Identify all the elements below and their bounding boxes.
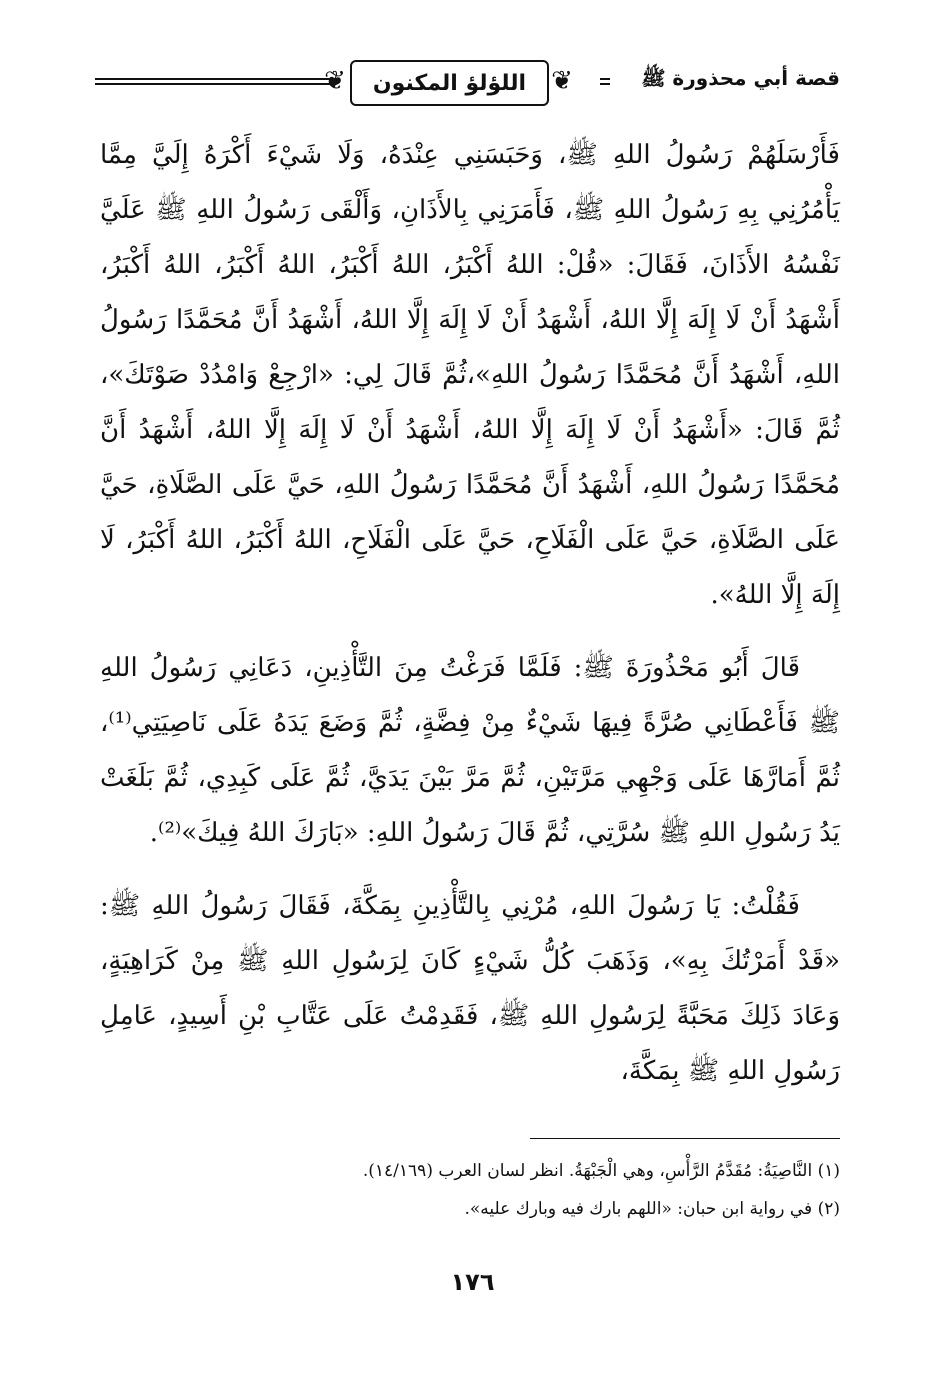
chapter-title: قصة أبي محذورة ﷺ [641, 66, 840, 90]
footnotes [100, 1152, 840, 1228]
book-title: اللؤلؤ المكنون [350, 60, 549, 106]
ornament-right-icon: ❦ [551, 66, 573, 96]
footnote-divider [530, 1138, 840, 1139]
page-number: ١٧٦ [450, 1268, 495, 1296]
footnote: (١) النَّاصِيَةُ: مُقَدَّمُ الرَّأْسِ، وهي الْجَبْهَةُ. انظر لسان العرب (١٤/١٦٩). [362, 1161, 840, 1181]
paragraph: فَقُلْتُ: يَا رَسُولَ اللهِ، مُرْنِي بِالتَّأْذِينِ بِمَكَّةَ، فَقَالَ رَسُولُ اللهِ ﷺ: «قَدْ أَمَرْتُكَ بِهِ»، وَذَهَبَ كُلُّ شَيْءٍ كَانَ لِرَسُولِ اللهِ ﷺ مِنْ كَرَاهِيَةٍ، وَعَادَ ذَلِكَ مَحَبَّةً لِرَسُولِ اللهِ ﷺ، فَقَدِمْتُ عَلَى عَتَّابِ بْنِ أَسِيدٍ، عَامِلِ رَسُولِ اللهِ ﷺ بِمَكَّةَ، [100, 891, 840, 1086]
paragraph: فَأَرْسَلَهُمْ رَسُولُ اللهِ ﷺ، وَحَبَسَنِي عِنْدَهُ، وَلَا شَيْءَ أَكْرَهُ إِلَيَّ مِمَّا يَأْمُرُنِي بِهِ رَسُولُ اللهِ ﷺ، فَأَمَرَنِي بِالأَذَانِ، وَأَلْقَى رَسُولُ اللهِ ﷺ عَلَيَّ نَفْسُهُ الأَذَانَ، فَقَالَ: «قُلْ: اللهُ أَكْبَرُ، اللهُ أَكْبَرُ، اللهُ أَكْبَرُ، اللهُ أَكْبَرُ، أَشْهَدُ أَنْ لَا إِلَهَ إِلَّا اللهُ، أَشْهَدُ أَنْ لَا إِلَهَ إِلَّا اللهُ، أَشْهَدُ أَنَّ مُحَمَّدًا رَسُولُ اللهِ، أَشْهَدُ أَنَّ مُحَمَّدًا رَسُولُ اللهِ»،ثُمَّ قَالَ لِي: «ارْجِعْ وَامْدُدْ صَوْتَكَ»، ثُمَّ قَالَ: «أَشْهَدُ أَنْ لَا إِلَهَ إِلَّا اللهُ، أَشْهَدُ أَنْ لَا إِلَهَ إِلَّا اللهُ، أَشْهَدُ أَنَّ مُحَمَّدًا رَسُولُ اللهِ، أَشْهَدُ أَنَّ مُحَمَّدًا رَسُولُ اللهِ، حَيَّ عَلَى الصَّلَاةِ، حَيَّ عَلَى الصَّلَاةِ، حَيَّ عَلَى الْفَلَاحِ، حَيَّ عَلَى الْفَلَاحِ، اللهُ أَكْبَرُ، اللهُ أَكْبَرُ، لَا إِلَهَ إِلَّا اللهُ». [100, 140, 840, 610]
header-rule-left [95, 78, 335, 85]
ornament-left-icon: ❦ [324, 66, 346, 96]
footnote: (٢) في رواية ابن حبان: «اللهم بارك فيه وبارك عليه». [464, 1199, 840, 1219]
paragraph: قَالَ أَبُو مَحْذُورَةَ ﷺ: فَلَمَّا فَرَغْتُ مِنَ التَّأْذِينِ، دَعَانِي رَسُولُ اللهِ ﷺ فَأَعْطَانِي صُرَّةً فِيهَا شَيْءٌ مِنْ فِضَّةٍ، ثُمَّ وَضَعَ يَدَهُ عَلَى نَاصِيَتِي⁽¹⁾، ثُمَّ أَمَارَّهَا عَلَى وَجْهِي مَرَّتَيْنِ، ثُمَّ مَرَّ بَيْنَ يَدَيَّ، ثُمَّ عَلَى كَبِدِي، ثُمَّ بَلَغَتْ يَدُ رَسُولِ اللهِ ﷺ سُرَّتِي، ثُمَّ قَالَ رَسُولُ اللهِ: «بَارَكَ اللهُ فِيكَ»⁽²⁾. [100, 653, 840, 848]
page-header [80, 52, 840, 112]
main-text [100, 128, 840, 1117]
